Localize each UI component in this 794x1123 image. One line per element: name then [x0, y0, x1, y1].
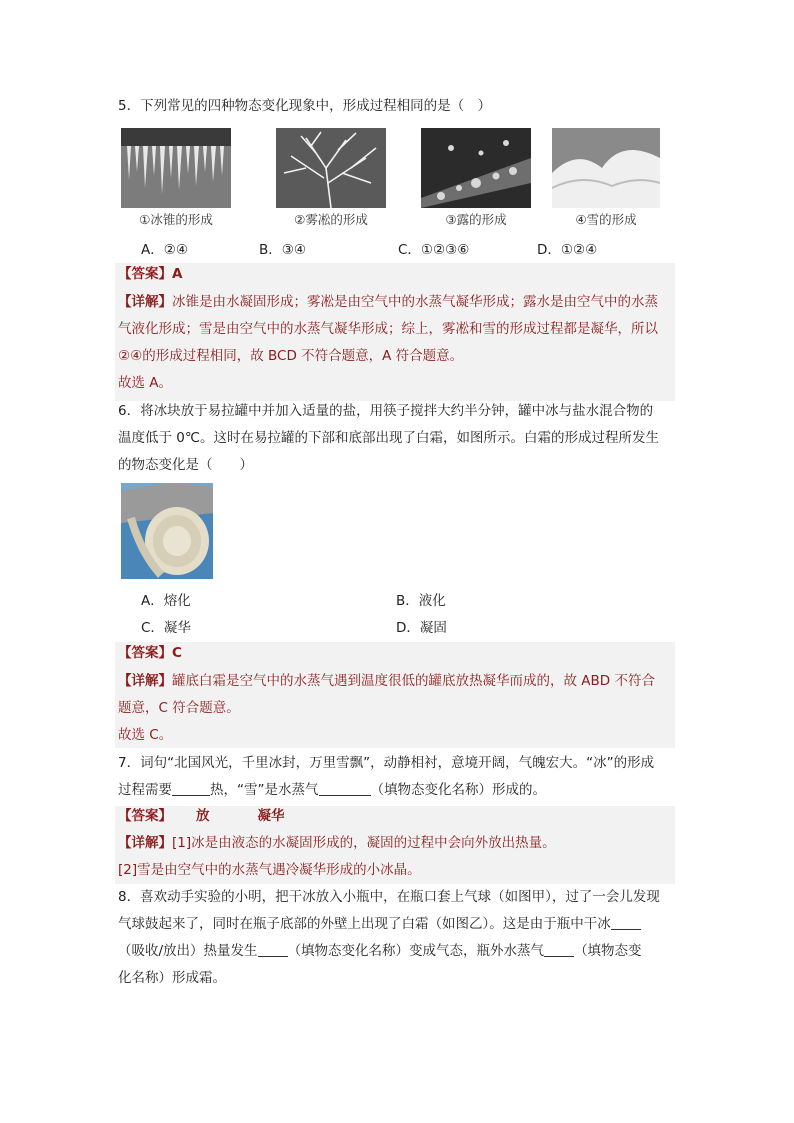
q6-detail-line-1 — [118, 671, 655, 691]
q5-option-d: D．①②④ — [537, 242, 598, 258]
dew-image — [421, 128, 531, 208]
q7-answer-tag: 【答案】 — [118, 808, 172, 824]
q6-answer-block — [115, 642, 675, 748]
q8-line-2-text: 气球鼓起来了，同时在瓶子底部的外壁上出现了白霜（如图乙）。这是由于瓶中干冰 — [118, 916, 611, 932]
q7-detail-tag: 【详解】 — [118, 835, 172, 851]
q7-detail-line-2: [2]雪是由空气中的水蒸气遇冷凝华形成的小冰晶。 — [118, 862, 421, 878]
q7-stem-line-1: 7．词句“北国风光，千里冰封，万里雪飘”，动静相衬，意境开阔，气魄宏大。“冰”的形成 — [118, 755, 655, 771]
q6-option-d: D．凝固 — [396, 620, 447, 636]
q7-stem-part-b: 热，“雪”是水蒸气 — [210, 782, 319, 798]
caption-icicle: ①冰锥的形成 — [139, 212, 213, 227]
q7-answer — [118, 806, 285, 826]
q8-line-2 — [118, 914, 641, 934]
q8-blank-3[interactable] — [544, 942, 574, 957]
q8-line-4: 化名称）形成霜。 — [118, 970, 226, 986]
q6-detail-line-2: 题意，C 符合题意。 — [118, 700, 240, 716]
q6-answer — [118, 643, 182, 663]
q7-blank-1[interactable] — [172, 781, 210, 796]
q7-stem-line-2 — [118, 780, 546, 800]
q7-stem-part-a: 过程需要 — [118, 782, 172, 798]
q5-conclusion: 故选 A。 — [118, 375, 173, 391]
q7-answer-2: 凝华 — [257, 808, 285, 824]
frost-can-image — [121, 483, 213, 579]
q5-detail-line-3: ②④的形成过程相同，故 BCD 不符合题意，A 符合题意。 — [118, 348, 464, 364]
q5-detail-tag: 【详解】 — [118, 294, 172, 310]
q7-detail-line-1 — [118, 833, 556, 853]
q5-option-a: A．②④ — [141, 242, 188, 258]
snow-image — [552, 128, 660, 208]
q6-option-b: B．液化 — [396, 593, 446, 609]
q8-line-3-b: （填物态变化名称）变成气态，瓶外水蒸气 — [287, 943, 545, 959]
q6-option-a: A．熔化 — [141, 593, 191, 609]
q5-option-c: C．①②③⑥ — [398, 242, 470, 258]
q8-line-3-a: （吸收/放出）热量发生 — [118, 943, 258, 959]
q6-stem-line-2: 温度低于 0℃。这时在易拉罐的下部和底部出现了白霜，如图所示。白霜的形成过程所发生 — [118, 430, 660, 446]
q8-blank-1[interactable] — [611, 915, 641, 930]
q7-detail-text-1: [1]冰是由液态的水凝固形成的，凝固的过程中会向外放出热量。 — [172, 835, 556, 851]
q5-answer-tag: 【答案】 — [118, 266, 172, 282]
q6-stem-line-3: 的物态变化是（ ） — [118, 457, 253, 473]
rime-image — [276, 128, 386, 208]
q6-detail-text-1: 罐底白霜是空气中的水蒸气遇到温度很低的罐底放热凝华而成的，故 ABD 不符合 — [172, 673, 655, 689]
q5-answer-value: A — [172, 266, 183, 282]
q6-detail-tag: 【详解】 — [118, 673, 172, 689]
q6-answer-value: C — [172, 645, 182, 661]
q6-conclusion: 故选 C。 — [118, 727, 173, 743]
q8-line-3-c: （填物态变 — [574, 943, 642, 959]
q5-detail-text-1: 冰锥是由水凝固形成；雾凇是由空气中的水蒸气凝华形成；露水是由空气中的水蒸 — [172, 294, 658, 310]
q5-detail-line-2: 气液化形成；雪是由空气中的水蒸气凝华形成；综上，雾凇和雪的形成过程都是凝华，所以 — [118, 321, 658, 337]
q7-stem-part-c: （填物态变化名称）形成的。 — [370, 782, 546, 798]
caption-snow: ④雪的形成 — [575, 212, 637, 227]
q6-stem-line-1: 6．将冰块放于易拉罐中并加入适量的盐，用筷子搅拌大约半分钟，罐中冰与盐水混合物的 — [118, 403, 654, 419]
icicle-image — [121, 128, 231, 208]
q8-line-3 — [118, 941, 642, 961]
q7-answer-1: 放 — [196, 808, 210, 824]
q7-blank-2[interactable] — [319, 781, 371, 796]
q8-blank-2[interactable] — [258, 942, 288, 957]
q5-stem: 5．下列常见的四种物态变化现象中，形成过程相同的是（ ） — [118, 98, 492, 114]
q6-answer-tag: 【答案】 — [118, 645, 172, 661]
caption-rime: ②雾凇的形成 — [294, 212, 368, 227]
q5-answer — [118, 264, 182, 284]
q8-line-1: 8．喜欢动手实验的小明，把干冰放入小瓶中，在瓶口套上气球（如图甲），过了一会儿发现 — [118, 889, 660, 905]
q5-option-b: B．③④ — [259, 242, 306, 258]
q6-option-c: C．凝华 — [141, 620, 191, 636]
caption-dew: ③露的形成 — [445, 212, 507, 227]
q5-detail-line-1 — [118, 292, 658, 312]
